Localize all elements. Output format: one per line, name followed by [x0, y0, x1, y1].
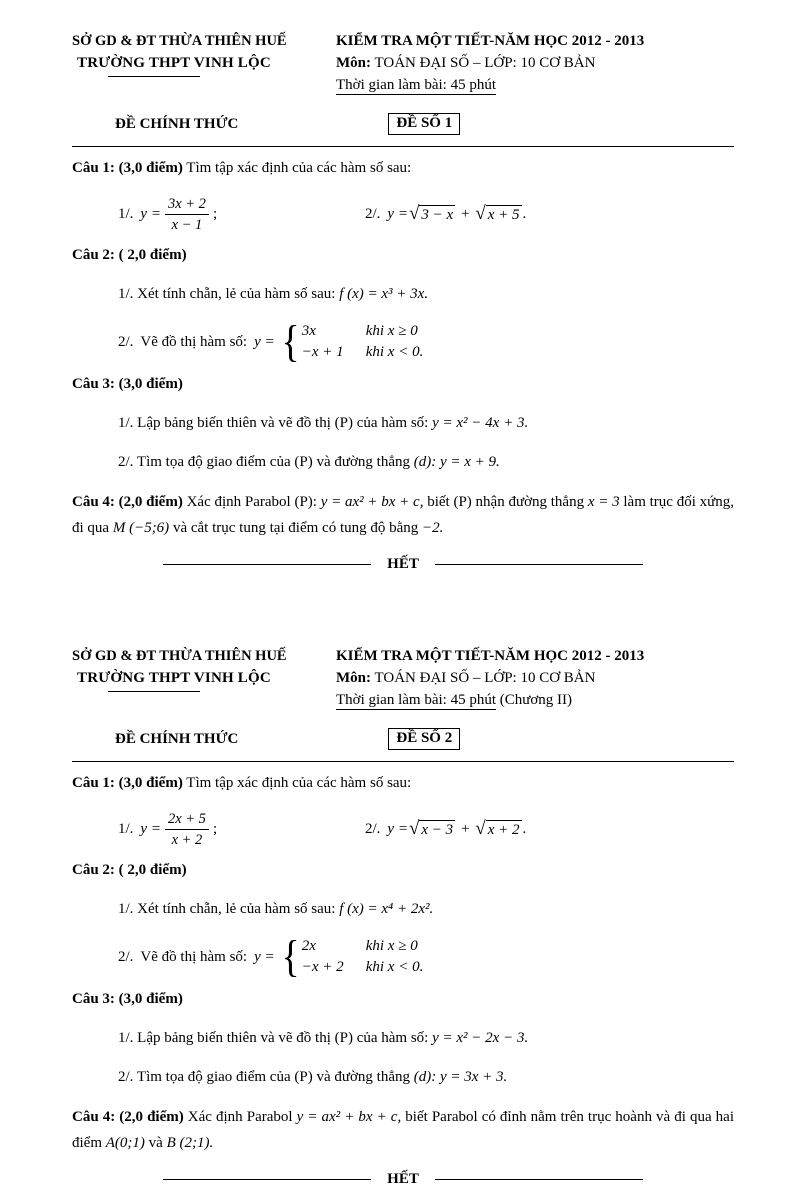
q4-math: M (−5;6) — [112, 520, 170, 536]
fraction-denominator: x − 1 — [171, 217, 203, 233]
q1-part-1 — [118, 195, 365, 234]
q2-part-2 — [72, 932, 734, 981]
brace-symbol: { — [281, 317, 300, 366]
part-label: 1/. — [118, 206, 134, 222]
header-right — [336, 645, 734, 711]
q3-part-2 — [72, 450, 734, 474]
q3-part-2 — [72, 1065, 734, 1089]
duration-text: Thời gian làm bài: 45 phút — [336, 692, 496, 708]
part-label: 1/. — [118, 1030, 134, 1046]
part-label: 1/. — [118, 286, 134, 302]
row-condition: khi x ≥ 0 — [365, 323, 418, 339]
plus-sign: + — [460, 206, 471, 222]
radicand: x + 5 — [487, 207, 520, 223]
school-underline — [108, 76, 200, 77]
q2-part-1 — [72, 282, 734, 306]
q4-text: Xác định Parabol — [183, 1109, 297, 1125]
q3-part-1 — [72, 411, 734, 435]
part-text: Xét tính chẵn, lẻ của hàm số sau: — [137, 286, 336, 302]
row-expression: −x + 2 — [301, 959, 344, 975]
official-row — [72, 728, 734, 750]
row-condition: khi x < 0. — [365, 344, 424, 360]
part-math: f (x) = x³ + 3x. — [339, 286, 429, 302]
official-label: ĐỀ CHÍNH THỨC — [115, 730, 239, 747]
header-right — [336, 30, 734, 96]
end-label: HẾT — [387, 556, 419, 572]
q1-part-2 — [365, 820, 526, 839]
question-label: Câu 3: (3,0 điểm) — [72, 376, 183, 392]
math-lead: y = — [387, 821, 408, 837]
math-lead: y = — [140, 821, 161, 837]
header-left — [72, 30, 336, 96]
fraction — [165, 195, 209, 234]
q4-text: Xác định Parabol (P): — [182, 494, 321, 510]
radical-symbol: √ — [408, 818, 420, 839]
question-label: Câu 1: (3,0 điểm) — [72, 160, 183, 176]
q1-part-2 — [365, 205, 526, 224]
question-1-heading — [72, 771, 734, 795]
question-2-heading — [72, 858, 734, 882]
duration-line — [336, 689, 734, 711]
header-divider — [72, 761, 734, 762]
brace-symbol: { — [281, 932, 300, 981]
math-lead: y = — [140, 206, 161, 222]
exam-2-section — [72, 645, 734, 1188]
subject-line — [336, 52, 734, 74]
part-math: f (x) = x⁴ + 2x². — [339, 901, 434, 917]
question-2-heading — [72, 243, 734, 267]
radicand: x + 2 — [487, 822, 520, 838]
part-label: 2/. — [118, 454, 134, 470]
duration-suffix: (Chương II) — [496, 692, 573, 708]
header-divider — [72, 146, 734, 147]
subject-label: Môn: — [336, 55, 371, 71]
sqrt-expression — [409, 205, 455, 224]
part-label: 1/. — [118, 821, 134, 837]
end-rule-left — [163, 1179, 371, 1180]
question-3-heading — [72, 372, 734, 396]
fraction-numerator: 3x + 2 — [165, 195, 209, 215]
math-lead: y = — [254, 948, 275, 965]
exam-header — [72, 645, 734, 711]
q2-part-1 — [72, 897, 734, 921]
q4-math: B (2;1). — [166, 1135, 214, 1151]
subject-line — [336, 667, 734, 689]
part-label: 1/. — [118, 901, 134, 917]
part-text: Lập bảng biến thiên và vẽ đồ thị (P) của hàm số: — [137, 1030, 429, 1046]
q1-part-1 — [118, 810, 365, 849]
q4-math: y = ax² + bx + c, — [296, 1109, 402, 1125]
sqrt-expression — [409, 820, 455, 839]
fraction-numerator: 2x + 5 — [165, 810, 209, 830]
school-name: TRƯỜNG THPT VINH LỘC — [77, 55, 271, 71]
question-4 — [72, 489, 734, 541]
end-rule-left — [163, 564, 371, 565]
plus-sign: + — [460, 821, 471, 837]
period: . — [522, 206, 527, 222]
row-expression: 3x — [301, 323, 316, 339]
q3-part-1 — [72, 1026, 734, 1050]
exam-number-box: ĐỀ SỐ 1 — [388, 113, 460, 135]
piecewise-function — [280, 932, 424, 981]
part-label: 2/. — [118, 948, 134, 965]
q4-text: biết (P) nhận đường thẳng — [423, 494, 588, 510]
semicolon: ; — [212, 821, 218, 837]
part-label: 2/. — [118, 1069, 134, 1085]
math-lead: y = — [254, 333, 275, 350]
question-label: Câu 2: ( 2,0 điểm) — [72, 862, 187, 878]
exam-1-section — [72, 30, 734, 573]
subject-text: TOÁN ĐẠI SỐ – LỚP: 10 CƠ BẢN — [374, 670, 596, 686]
question-label: Câu 4: (2,0 điểm) — [72, 1109, 184, 1125]
department-name: SỞ GD & ĐT THỪA THIÊN HUẾ — [72, 33, 287, 49]
exam-number-box: ĐỀ SỐ 2 — [388, 728, 460, 750]
school-underline — [108, 691, 200, 692]
radical-symbol: √ — [408, 203, 420, 224]
q4-math: x = 3 — [587, 494, 620, 510]
part-math: y = x² − 4x + 3. — [432, 415, 529, 431]
question-1-parts — [72, 810, 734, 849]
exam-header — [72, 30, 734, 96]
part-text: Xét tính chẵn, lẻ của hàm số sau: — [137, 901, 336, 917]
math-lead: y = — [387, 206, 408, 222]
part-math: (d): y = 3x + 3. — [413, 1069, 508, 1085]
sqrt-expression — [475, 205, 521, 224]
school-name: TRƯỜNG THPT VINH LỘC — [77, 670, 271, 686]
row-condition: khi x < 0. — [365, 959, 424, 975]
question-1-heading — [72, 156, 734, 180]
question-text: Tìm tập xác định của các hàm số sau: — [182, 160, 412, 176]
question-3-heading — [72, 987, 734, 1011]
part-math: (d): y = x + 9. — [413, 454, 500, 470]
q4-text: làm trục đối xứng, đi qua — [72, 494, 734, 536]
row-condition: khi x ≥ 0 — [365, 938, 418, 954]
end-rule-right — [435, 1179, 643, 1180]
subject-text: TOÁN ĐẠI SỐ – LỚP: 10 CƠ BẢN — [374, 55, 596, 71]
part-label: 2/. — [365, 821, 381, 837]
header-left — [72, 645, 336, 711]
q4-math: y = ax² + bx + c, — [320, 494, 424, 510]
question-label: Câu 4: (2,0 điểm) — [72, 494, 183, 510]
part-label: 1/. — [118, 415, 134, 431]
part-label: 2/. — [118, 333, 134, 350]
fraction-denominator: x + 2 — [171, 832, 203, 848]
subject-label: Môn: — [336, 670, 371, 686]
q4-text: và cắt trục tung tại điểm có tung độ bằng — [169, 520, 423, 536]
period: . — [522, 821, 527, 837]
end-rule-right — [435, 564, 643, 565]
sqrt-expression — [475, 820, 521, 839]
part-text: Vẽ đồ thị hàm số: — [140, 948, 248, 965]
q2-part-2 — [72, 317, 734, 366]
row-expression: 2x — [301, 938, 316, 954]
question-text: Tìm tập xác định của các hàm số sau: — [182, 775, 412, 791]
duration-line — [336, 74, 734, 96]
part-math: y = x² − 2x − 3. — [432, 1030, 529, 1046]
official-row — [72, 113, 734, 135]
official-label: ĐỀ CHÍNH THỨC — [115, 115, 239, 132]
fraction — [165, 810, 209, 849]
q4-math: −2. — [422, 520, 444, 536]
department-name: SỞ GD & ĐT THỪA THIÊN HUẾ — [72, 648, 287, 664]
end-row — [72, 556, 734, 573]
part-label: 2/. — [365, 206, 381, 222]
piecewise-rows — [302, 936, 424, 978]
end-label: HẾT — [387, 1171, 419, 1187]
q4-text: biết Parabol có đỉnh nằm trên trục hoành và đi qua hai điểm — [72, 1109, 734, 1151]
question-label: Câu 2: ( 2,0 điểm) — [72, 247, 187, 263]
duration-text: Thời gian làm bài: 45 phút — [336, 77, 496, 93]
piecewise-row — [302, 957, 424, 978]
part-text: Lập bảng biến thiên và vẽ đồ thị (P) của hàm số: — [137, 415, 429, 431]
radical-symbol: √ — [475, 818, 486, 839]
part-text: Tìm tọa độ giao điểm của (P) và đường thẳng — [136, 1069, 410, 1085]
question-label: Câu 3: (3,0 điểm) — [72, 991, 183, 1007]
q4-math: A(0;1) — [105, 1135, 145, 1151]
question-label: Câu 1: (3,0 điểm) — [72, 775, 183, 791]
piecewise-rows — [302, 321, 424, 363]
piecewise-row — [302, 342, 424, 363]
q4-text: và — [144, 1135, 167, 1151]
piecewise-row — [302, 936, 424, 957]
row-expression: −x + 1 — [301, 344, 344, 360]
piecewise-row — [302, 321, 424, 342]
radicand: 3 − x — [421, 207, 454, 223]
part-text: Vẽ đồ thị hàm số: — [140, 333, 248, 350]
radical-symbol: √ — [475, 203, 486, 224]
semicolon: ; — [212, 206, 218, 222]
question-1-parts — [72, 195, 734, 234]
exam-title: KIỂM TRA MỘT TIẾT-NĂM HỌC 2012 - 2013 — [336, 648, 645, 664]
exam-title: KIỂM TRA MỘT TIẾT-NĂM HỌC 2012 - 2013 — [336, 33, 645, 49]
part-text: Tìm tọa độ giao điểm của (P) và đường thẳng — [136, 454, 410, 470]
piecewise-function — [280, 317, 424, 366]
radicand: x − 3 — [421, 822, 454, 838]
end-row — [72, 1171, 734, 1188]
question-4 — [72, 1104, 734, 1156]
